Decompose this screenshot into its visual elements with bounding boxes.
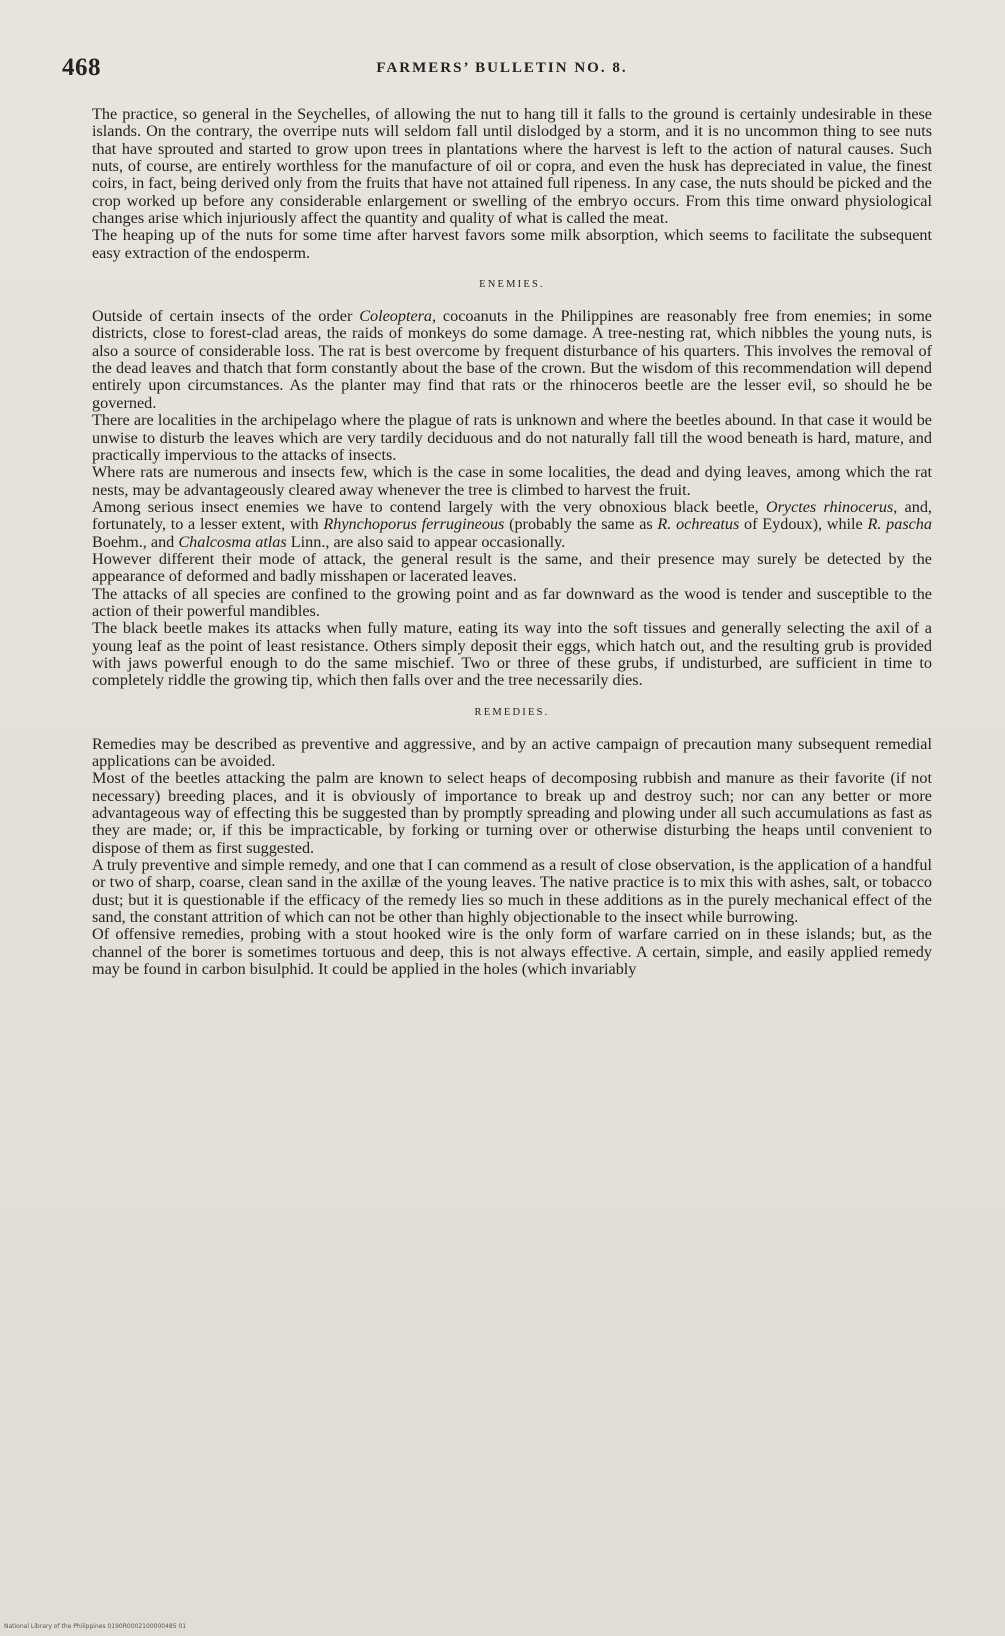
taxon-name: R. pascha xyxy=(867,515,932,534)
scan-footer-note: National Library of the Philippines 0190R0002100000485 01 xyxy=(4,1623,187,1630)
page-number: 468 xyxy=(62,54,101,81)
text-run: Outside of certain insects of the order xyxy=(92,307,360,326)
taxon-name: Coleoptera xyxy=(359,307,433,326)
taxon-name: R. ochreatus xyxy=(657,515,740,534)
body-text xyxy=(92,106,932,978)
text-run: of Eydoux), while xyxy=(739,515,868,534)
page-header xyxy=(62,54,942,88)
paragraph xyxy=(92,308,932,412)
paragraph: Of offensive remedies, probing with a stout hooked wire is the only form of warfare carried on in these islands; but, as the channel of the borer is sometimes tortuous and deep, this is not always effective. A certain, simple, and easily applied remedy may be found in carbon bisulphid. It could be applied in the holes (which invariably xyxy=(92,925,932,979)
paragraph: Where rats are numerous and insects few, which is the case in some localities, the dead and dying leaves, among which the rat nests, may be advantageously cleared away whenever the tree is climbed to harvest the fruit. xyxy=(92,463,932,499)
paragraph: However different their mode of attack, the general result is the same, and their presence may surely be detected by the appearance of deformed and badly misshapen or lacerated leaves. xyxy=(92,549,932,586)
paragraph: The practice, so general in the Seychelles, of allowing the nut to hang till it falls to the ground is certainly undesirable in these islands. On the contrary, the overripe nuts will seldom fall until dislodged by a storm, and it is no uncommon thing to see nuts that have sprouted and started to grow upon trees in plantations where the harvest is left to the action of natural causes. Such nuts, of course, are entirely worthless for the manufacture of oil or copra, and even the husk has depreciated in value, the finest coirs, in fact, being derived only from the fruits that have not attained full ripeness. In any case, the nuts should be picked and the crop worked up before any considerable enlargement or swelling of the embryo occurs. From this time onward physiological changes arise which injuriously affect the quantity and quality of what is called the meat. xyxy=(92,105,932,228)
paragraph: Most of the beetles attacking the palm are known to select heaps of decomposing rubbish and manure as their favorite (if not necessary) breeding places, and it is obviously of importance to break up and destroy such; nor can any better or more advantageous way of effecting this be suggested than by promptly spreading and plowing under all such accumulations as fast as they are made; or, if this be impracticable, by forking or turning over or otherwise disturbing the heaps until convenient to dispose of them as first suggested. xyxy=(92,769,932,857)
text-run: (probably the same as xyxy=(504,515,658,534)
text-run: Linn., are also said to appear occasionally. xyxy=(286,532,566,551)
text-run: Boehm., and xyxy=(92,532,179,551)
running-head: FARMERS’ BULLETIN NO. 8. xyxy=(376,60,628,76)
taxon-name: Oryctes rhinocerus xyxy=(765,497,894,516)
paragraph xyxy=(92,499,932,551)
text-run: , cocoanuts in the Philippines are reasonably free from enemies; in some districts, close to forest-clad areas, the raids of monkeys do some damage. A tree-nesting rat, which nibbles the young nuts, is also a source of considerable loss. The rat is best overcome by frequent disturbance of his quarters. This involves the removal of the dead leaves and thatch that form constantly about the base of the crown. But the wisdom of this recommendation will depend entirely upon circumstances. As the planter may find that rats or the rhinoceros beetle are the lesser evil, so should he be governed. xyxy=(92,307,932,412)
paragraph: The black beetle makes its attacks when fully mature, eating its way into the soft tissues and generally selecting the axil of a young leaf as the point of least resistance. Others simply deposit their eggs, which hatch out, and the resulting grub is provided with jaws powerful enough to do the same mischief. Two or three of these grubs, if undisturbed, are sufficient in time to completely riddle the growing tip, which then falls over and the tree necessarily dies. xyxy=(92,619,932,690)
section-heading-enemies: ENEMIES. xyxy=(479,279,545,291)
paragraph: A truly preventive and simple remedy, and one that I can commend as a result of close observation, is the application of a handful or two of sharp, coarse, clean sand in the axillæ of the young leaves. The native practice is to mix this with ashes, salt, or tobacco dust; but it is questionable if the efficacy of the remedy lies so much in these additions as in the purely mechanical effect of the sand, the constant attrition of which can not be other than highly objectionable to the insect while burrowing. xyxy=(92,856,932,927)
paragraph: The attacks of all species are confined to the growing point and as far downward as the wood is tender and susceptible to the action of their powerful mandibles. xyxy=(92,584,932,620)
taxon-name: Chalcosma atlas xyxy=(178,532,287,551)
taxon-name: Rhynchoporus ferrugineous xyxy=(323,515,505,534)
paragraph: Remedies may be described as preventive and aggressive, and by an active campaign of precaution many subsequent remedial applications can be avoided. xyxy=(92,734,932,770)
text-run: Among serious insect enemies we have to contend largely with the very obnoxious black beetle, xyxy=(92,497,766,516)
section-heading-remedies: REMEDIES. xyxy=(474,706,550,718)
paragraph: The heaping up of the nuts for some time after harvest favors some milk absorption, which seems to facilitate the subsequent easy extraction of the endosperm. xyxy=(92,226,932,262)
paragraph: There are localities in the archipelago where the plague of rats is unknown and where the beetles abound. In that case it would be unwise to disturb the leaves which are very tardily deciduous and do not naturally fall till the wood beneath is hard, mature, and practically impervious to the attacks of insects. xyxy=(92,411,932,464)
text-run: , and, fortunately, to a lesser extent, with xyxy=(92,497,932,534)
